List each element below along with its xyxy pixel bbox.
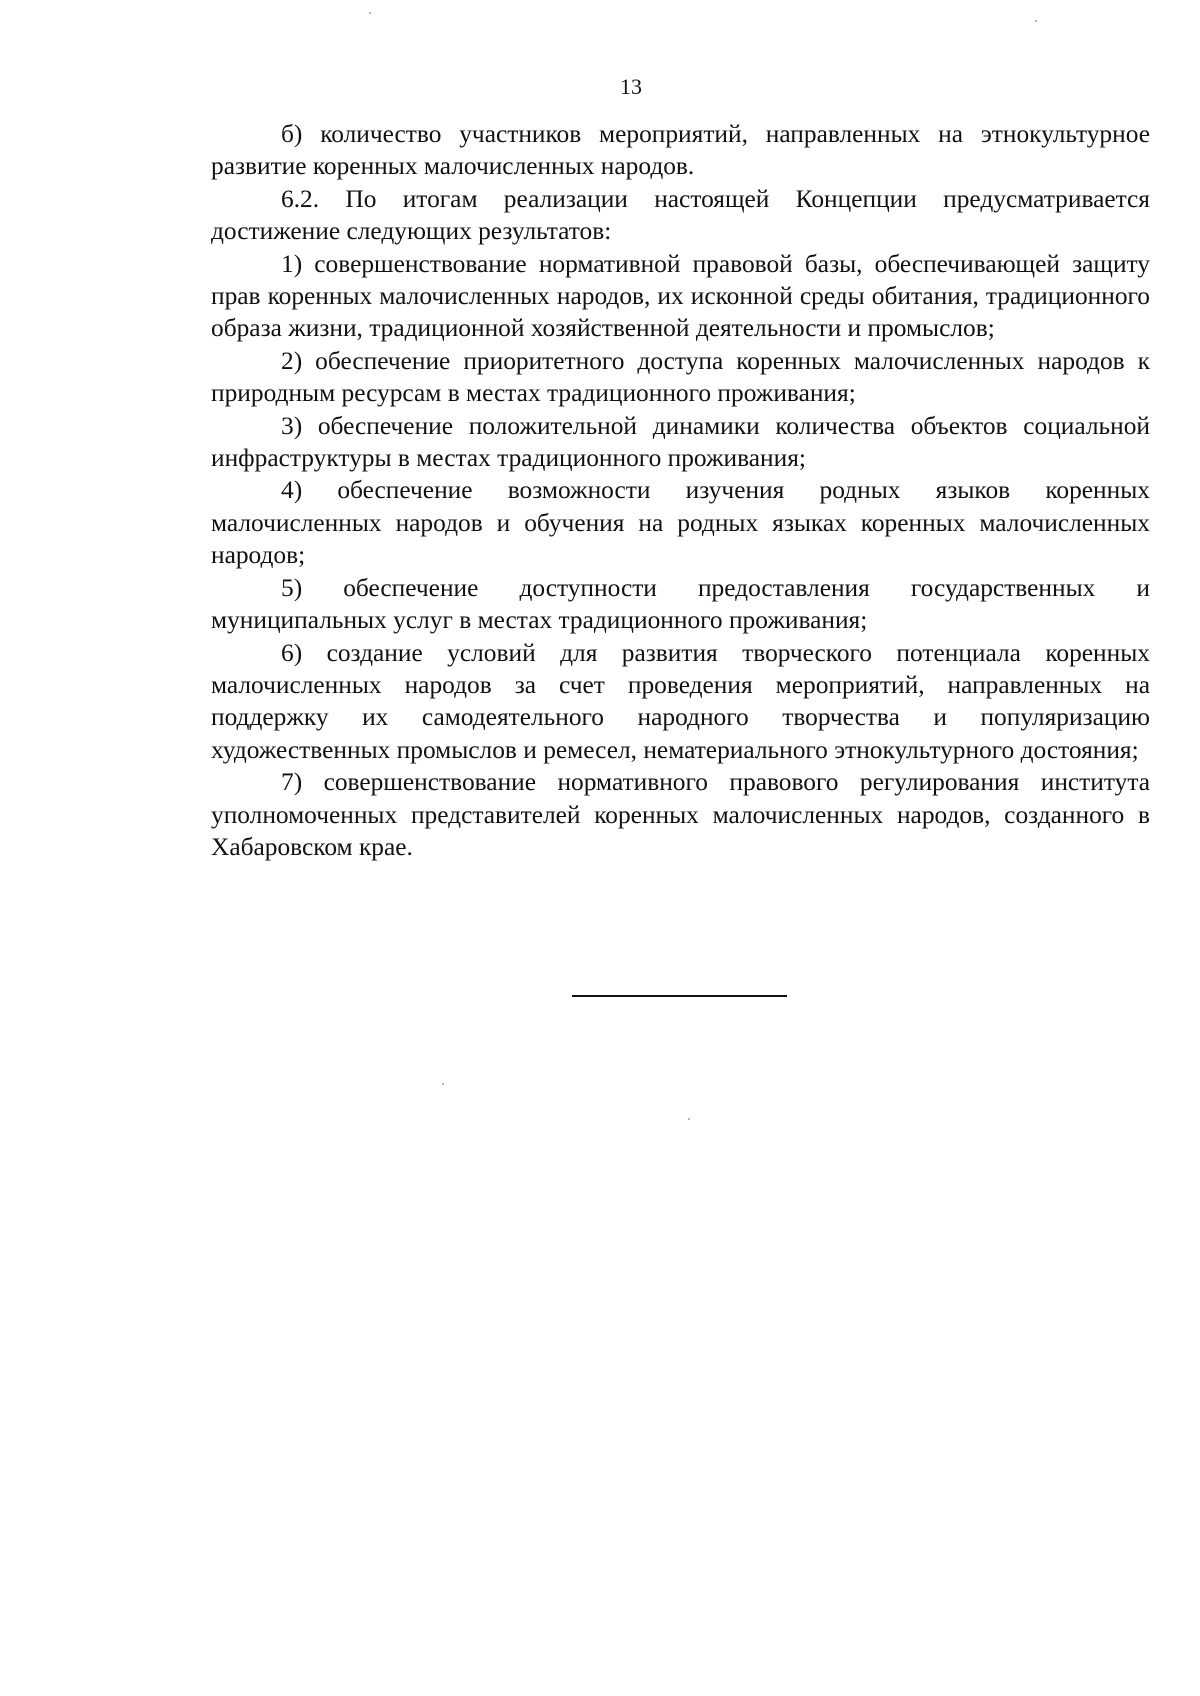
paragraph-indicator-6: б) количество участников мероприятий, направленных на этнокультурное развитие коренных малочисленных народов. bbox=[211, 120, 1150, 181]
scan-speck bbox=[369, 12, 371, 14]
paragraph-result-6: 6) создание условий для развития творческого потенциала коренных малочисленных народов за счет проведения мероприятий, направленных на поддержку их самодеятельного народного творчества и популяризацию художественных промыслов и ремесел, нематериального этнокультурного достояния; bbox=[211, 638, 1150, 764]
paragraph-result-4: 4) обеспечение возможности изучения родных языков коренных малочисленных народов и обучения на родных языках коренных малочисленных народов; bbox=[211, 476, 1150, 570]
paragraph-result-2: 2) обеспечение приоритетного доступа коренных малочисленных народов к природным ресурсам в местах традиционного проживания; bbox=[211, 346, 1150, 408]
scan-speck bbox=[442, 1083, 444, 1085]
paragraph-result-3: 3) обеспечение положительной динамики количества объектов социальной инфраструктуры в местах традиционного проживания; bbox=[211, 411, 1150, 473]
paragraph-result-5: 5) обеспечение доступности предоставления государственных и муниципальных услуг в местах традиционного проживания; bbox=[211, 573, 1150, 635]
document-body bbox=[211, 118, 1150, 863]
page-number: 13 bbox=[620, 74, 642, 99]
scan-speck bbox=[688, 1118, 690, 1120]
paragraph-result-7: 7) совершенствование нормативного правового регулирования института уполномоченных представителей коренных малочисленных народов, созданного в Хабаровском крае. bbox=[211, 768, 1150, 861]
paragraph-result-1: 1) совершенствование нормативной правовой базы, обеспечивающей защиту прав коренных малочисленных народов, их исконной среды обитания, традиционного образа жизни, традиционной хозяйственной деятельности и промыслов; bbox=[211, 249, 1150, 343]
end-of-document-rule bbox=[572, 995, 787, 997]
paragraph-section-6-2: 6.2. По итогам реализации настоящей Концепции предусматривается достижение следующих результатов: bbox=[211, 184, 1150, 246]
scan-speck bbox=[1035, 20, 1037, 22]
